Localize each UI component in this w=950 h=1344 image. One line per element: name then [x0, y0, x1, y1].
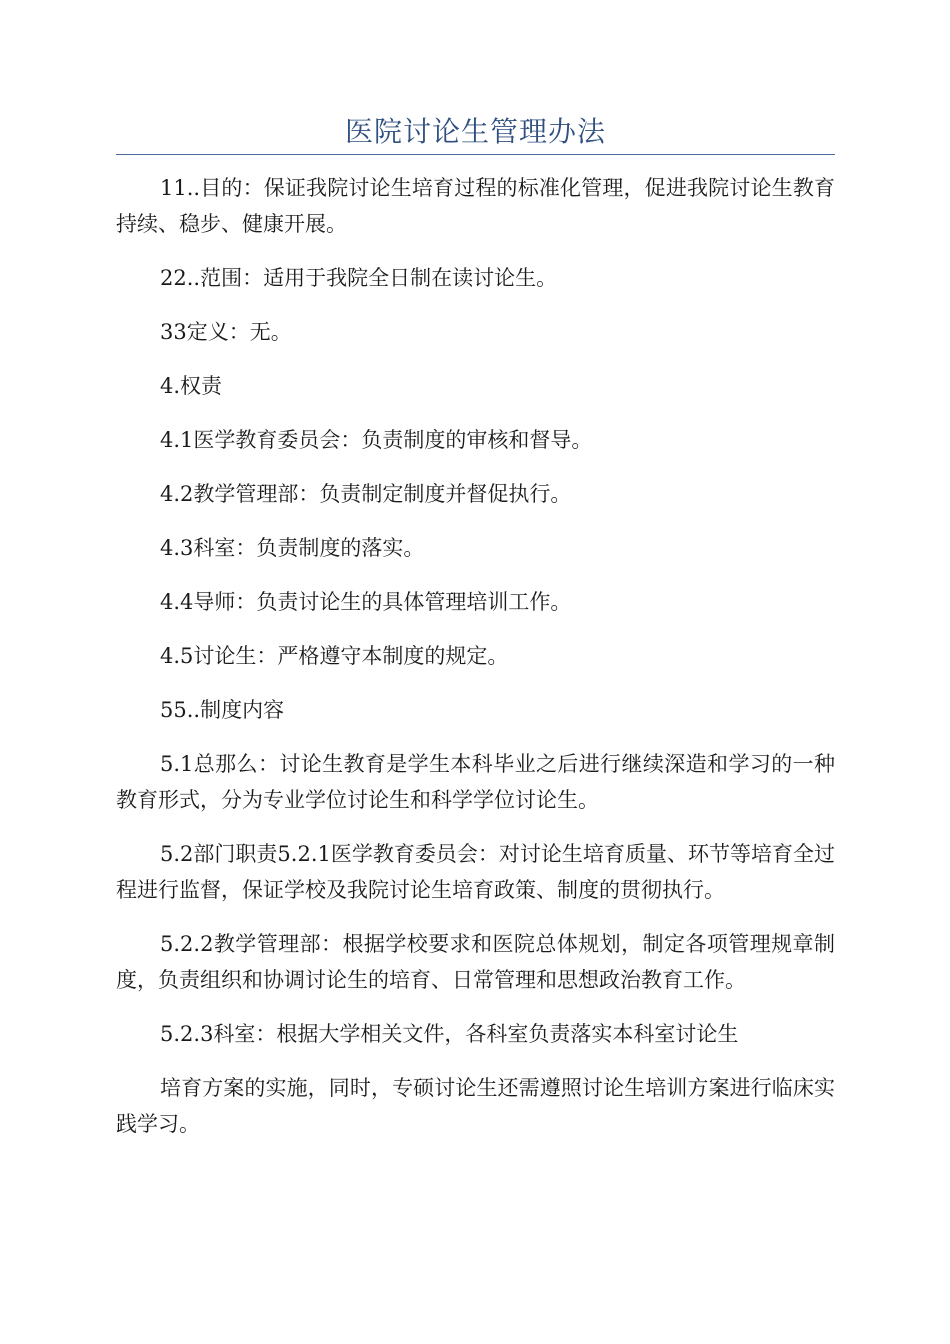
paragraph-4-3: 4.3科室：负责制度的落实。 [160, 536, 425, 560]
paragraph-4-1: 4.1医学教育委员会：负责制度的审核和督导。 [160, 428, 593, 452]
paragraph-5-2-2: 5.2.2教学管理部：根据学校要求和医院总体规划，制定各项管理规章制度，负责组织和协调讨论生的培育、日常管理和思想政治教育工作。 [116, 932, 835, 992]
document-body [116, 170, 835, 1160]
paragraph-purpose: 11..目的：保证我院讨论生培育过程的标准化管理，促进我院讨论生教育持续、稳步、健康开展。 [116, 176, 835, 236]
paragraph-4-2: 4.2教学管理部：负责制定制度并督促执行。 [160, 482, 572, 506]
paragraph-5-2-3: 5.2.3科室：根据大学相关文件，各科室负责落实本科室讨论生 [160, 1022, 739, 1046]
paragraph-content-heading: 55..制度内容 [160, 698, 285, 722]
title-underline [116, 154, 835, 155]
paragraph-definition: 33定义：无。 [160, 320, 292, 344]
paragraph-5-2: 5.2部门职责5.2.1医学教育委员会：对讨论生培育质量、环节等培育全过程进行监督，保证学校及我院讨论生培育政策、制度的贯彻执行。 [116, 842, 835, 902]
paragraph-5-1: 5.1总那么：讨论生教育是学生本科毕业之后进行继续深造和学习的一种教育形式，分为专业学位讨论生和科学学位讨论生。 [116, 752, 835, 812]
paragraph-4-4: 4.4导师：负责讨论生的具体管理培训工作。 [160, 590, 572, 614]
paragraph-scope: 22..范围：适用于我院全日制在读讨论生。 [160, 266, 558, 290]
paragraph-4-5: 4.5讨论生：严格遵守本制度的规定。 [160, 644, 509, 668]
document-title: 医院讨论生管理办法 [344, 115, 606, 148]
paragraph-responsibilities-heading: 4.权责 [160, 374, 223, 398]
paragraph-continuation: 培育方案的实施，同时，专硕讨论生还需遵照讨论生培训方案进行临床实践学习。 [116, 1076, 835, 1136]
